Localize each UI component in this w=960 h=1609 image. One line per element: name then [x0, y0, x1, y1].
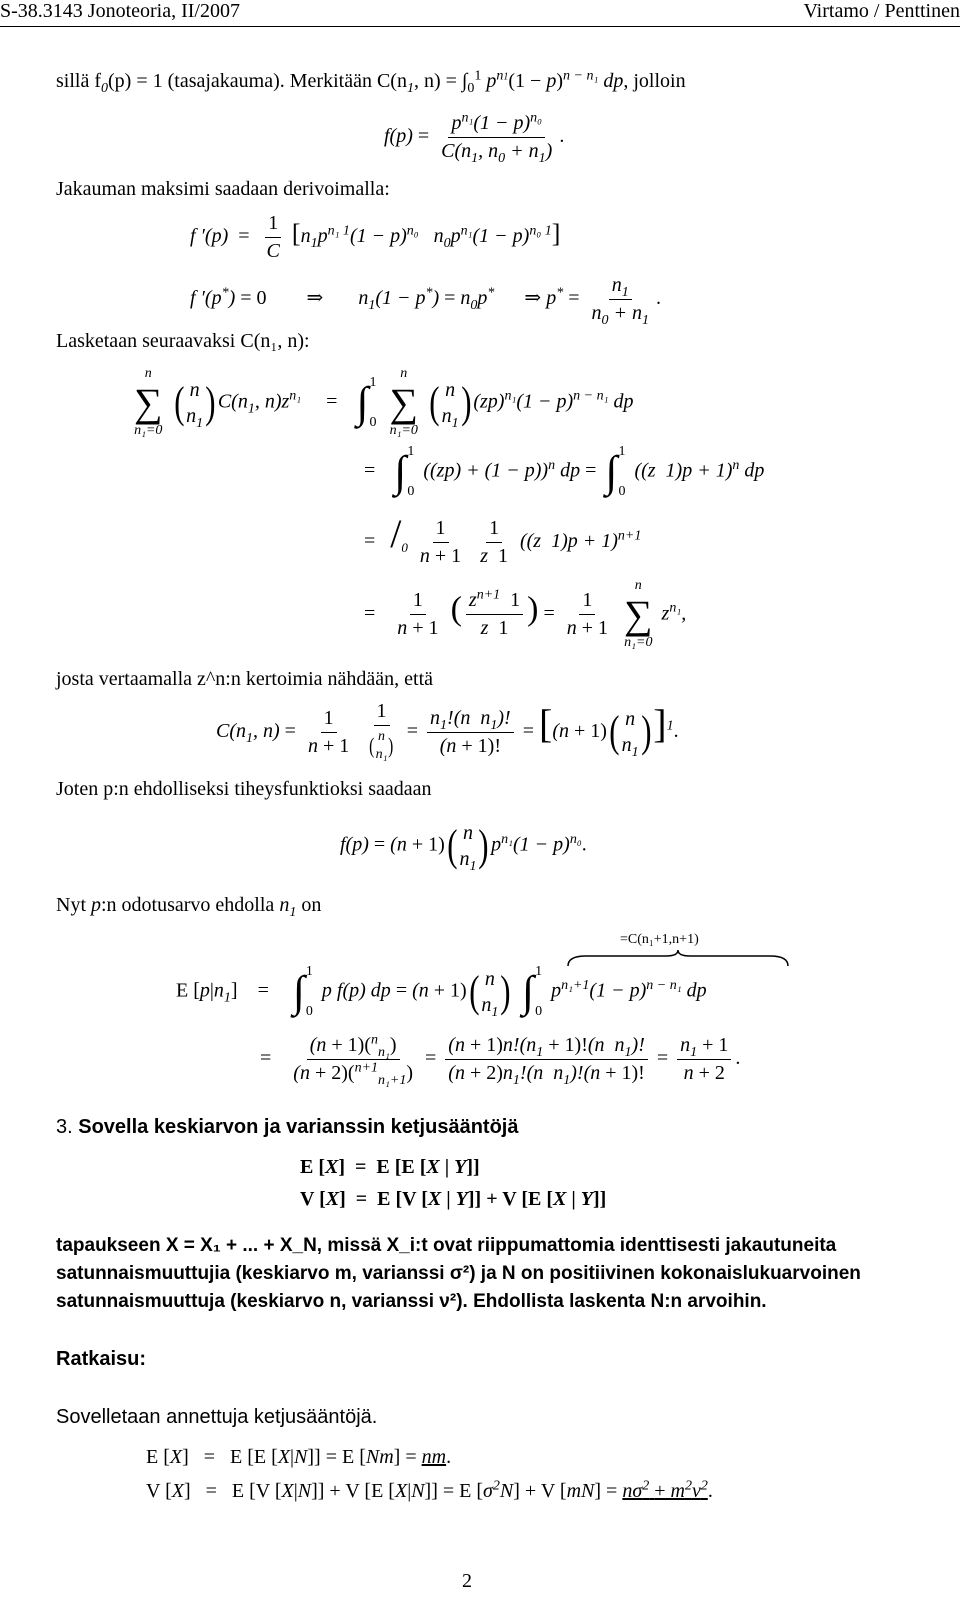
equation-sum-3: = $/_0$ $\frac{1}{n + 1}$ $\frac{1}{z 1}$ ((z 1)p + 1)$^{n+1}$ — [364, 511, 642, 567]
paragraph-density: Joten p:n ehdolliseksi tiheysfunktioksi saadaan — [56, 778, 432, 800]
equation-sum-4: = $\frac{1}{n + 1}$ ( $\frac{z^{n+1} 1}{z 1}$ ) = $\frac{1}{n + 1}$ n ∑ n₁=0 $z^{n_1}$, — [364, 578, 687, 650]
paragraph-compare: josta vertaamalla z^n:n kertoimia nähdään, että — [56, 668, 434, 690]
page-number: 2 — [462, 1570, 472, 1592]
paragraph-expectation: Nyt p:n odotusarvo ehdolla $n_1$ on — [56, 894, 322, 920]
problem-body: tapaukseen X = X₁ + ... + X_N, missä X_i:t ovat riippumattomia identtisesti jakautuneita satunnaismuuttujia (keskiarvo m, varianssi σ²) ja N on positiivinen kokonaislukuarvoinen satunnaismuuttuja (keskiarvo n, varianssi ν²). Ehdollista laskenta N:n arvoihin. — [56, 1235, 861, 1312]
equation-fp: f(p) = $\frac{p^{n_1}(1 - p)^{n_0}}{C(n_1, n_0 + n_1)}$ . — [384, 110, 565, 166]
equation-expectation-1: E $[p|n_1]$ = ∫ 1 0 p f(p) dp = (n + 1) ( n $n_1$ ) ∫ 1 0 $p^{n_1+1}(1 - p)^{n - n_1}$ dp — [176, 964, 707, 1020]
paragraph-intro: sillä $f_0(p) = 1$ (tasajakauma). Merkitään $C(n_1$, $n) = \int_0^1$ $p^{n1}(1 - p)^{n - n_1}$ dp, jolloin — [56, 68, 686, 96]
equation-maximum: f ′(p*) = 0 ⇒ $n_1(1 - p^*) = n_0p^*$ ⇒ p* = $\frac{n_1}{n_0 + n_1}$ . — [190, 274, 661, 328]
equation-C: $C(n_1$, n) = $\frac{1}{n + 1}$ 1 ( n n₁ ) = $\frac{n_1!(n n_1)!}{(n + 1)!}$ = [(n + 1) ( n $n_1$ ) ]$^1$. — [216, 700, 679, 763]
paragraph-next: Lasketaan seuraavaksi C(n₁, n): — [56, 330, 310, 352]
solution-label: Ratkaisu: — [56, 1348, 147, 1370]
chain-rule-mean: E [X] = E [E [X | Y]] — [300, 1156, 480, 1178]
solution-variance: V [X] = E [V [X|N]] + V [E [X|N]] = E $[\sigma^2N] + V$ $[mN] = n\sigma^2 + m^2\nu^2$. — [146, 1478, 713, 1502]
authors: Virtamo / Penttinen — [803, 0, 960, 22]
paragraph-derivative: Jakauman maksimi saadaan derivoimalla: — [56, 178, 390, 200]
page-header — [0, 0, 960, 27]
solution-intro: Sovelletaan annettuja ketjusääntöjä. — [56, 1406, 378, 1428]
brace-label: =C(n₁+1,n+1) — [620, 932, 699, 947]
equation-sum-1: n ∑ n₁=0 ( n $n_1$ ) $C(n_1$, $n)z^{n_1}$ = ∫ 1 0 n ∑ n₁=0 ( n $n_1$ ) $(zp)^{n_1}(1 - p)^{n - n_1}$ dp — [134, 366, 634, 438]
chain-rule-variance: V [X] = E [V [X | Y]] + V [E [X | Y]] — [300, 1188, 607, 1210]
equation-sum-2: = ∫ 1 0 $((zp) + (1 - p))^n$ dp = ∫ 1 0 ((z 1)p + 1)$^n$ dp — [364, 444, 765, 499]
equation-expectation-2: = $\frac{(n + 1)(^n_{n_1})}{(n + 2)(^{n+1}_{n_1+1})}$ = $\frac{(n + 1)n!(n_1 + 1)!(n n_1)!}{(n + 2)n_1!(n n_1)!(n + 1)!}$ = $\frac{n_1 + 1}{n + 2}$ . — [260, 1032, 741, 1088]
problem-title: Sovella keskiarvon ja varianssin ketjusääntöjä — [78, 1116, 519, 1138]
problem-heading: 3. Sovella keskiarvon ja varianssin ketjusääntöjä — [56, 1116, 519, 1138]
course-title: S-38.3143 Jonoteoria, II/2007 — [0, 0, 240, 22]
equation-derivative: f ′(p) = $\frac{1}{C}$ [$n_1p^{n_1 1}(1 - p)^{n_0}$ $n_0p^{n_1}(1 - p)^{n_0 1}$] — [190, 212, 561, 262]
equation-conditional-density: f(p) = (n + 1) ( n $n_1$ ) $p^{n_1}(1 - p)^{n_0}$. — [340, 821, 587, 874]
solution-mean: E [X] = E [E [X|N]] = E [Nm] = nm. — [146, 1446, 452, 1468]
